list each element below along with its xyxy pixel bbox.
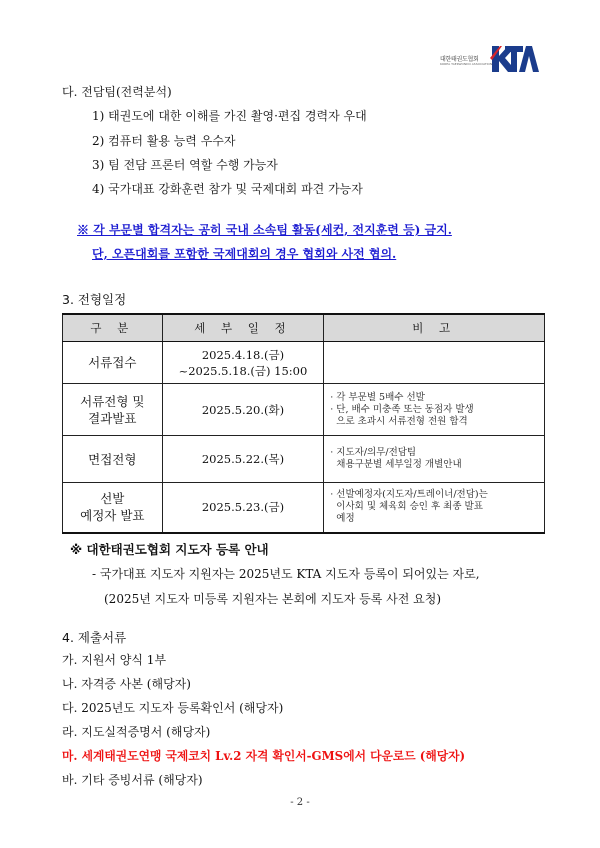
kta-mark-icon xyxy=(490,42,540,76)
page-number: - 2 - xyxy=(290,797,310,808)
row-label: 서류접수 xyxy=(63,342,163,384)
header-schedule: 세 부 일 정 xyxy=(162,314,324,342)
registration-line-1: - 국가대표 지도자 지원자는 2025년도 KTA 지도자 등록이 되어있는 자로, xyxy=(92,567,480,581)
row-date: 2025.5.23.(금) xyxy=(162,483,324,533)
row-note: · 지도자/의무/전담팀 채용구분별 세부일정 개별안내 xyxy=(324,436,545,483)
notice-line-1: ※ 각 부문별 합격자는 공히 국내 소속팀 활동(세컨, 전지훈련 등) 금지. xyxy=(77,223,452,237)
row-label: 선발 예정자 발표 xyxy=(63,483,163,533)
table-row xyxy=(63,483,545,533)
section-c-item-4: 4) 국가대표 강화훈련 참가 및 국제대회 파견 가능자 xyxy=(92,182,363,196)
document-item: 다. 2025년도 지도자 등록확인서 (해당자) xyxy=(62,701,284,715)
row-date: 2025.4.18.(금) ~2025.5.18.(금) 15:00 xyxy=(162,342,324,384)
document-item: 바. 기타 증빙서류 (해당자) xyxy=(62,773,203,787)
document-item-highlight: 마. 세계태권도연맹 국제코치 Lv.2 자격 확인서-GMS에서 다운로드 (해당자) xyxy=(62,749,466,763)
document-item: 나. 자격증 사본 (해당자) xyxy=(62,677,191,691)
table-row xyxy=(63,384,545,436)
row-note: · 선발예정자(지도자/트레이너/전담)는 이사회 및 체육회 승인 후 최종 발표 예정 xyxy=(324,483,545,533)
logo-subtitle: KOREA TAEKWONDO ASSOCIATION xyxy=(440,62,493,66)
schedule-header-row xyxy=(63,314,545,342)
document-item: 가. 지원서 양식 1부 xyxy=(62,653,167,667)
row-date: 2025.5.22.(목) xyxy=(162,436,324,483)
row-label: 면접전형 xyxy=(63,436,163,483)
row-date: 2025.5.20.(화) xyxy=(162,384,324,436)
registration-title: ※ 대한태권도협회 지도자 등록 안내 xyxy=(70,542,269,557)
row-note xyxy=(324,342,545,384)
row-note: · 각 부문별 5배수 선발 · 단, 배수 미충족 또는 동점자 발생 으로 초과시 서류전형 전원 합격 xyxy=(324,384,545,436)
section-c-heading: 다. 전담팀(전력분석) xyxy=(62,85,172,99)
section-c-item-2: 2) 컴퓨터 활용 능력 우수자 xyxy=(92,134,236,148)
section-c-item-1: 1) 태권도에 대한 이해를 가진 촬영·편집 경력자 우대 xyxy=(92,109,367,123)
registration-line-2: (2025년 지도자 미등록 지원자는 본회에 지도자 등록 사전 요청) xyxy=(104,592,442,606)
notice-line-2: 단, 오픈대회를 포함한 국제대회의 경우 협회와 사전 협의. xyxy=(92,247,397,261)
row-label: 서류전형 및 결과발표 xyxy=(63,384,163,436)
header-category: 구 분 xyxy=(63,314,163,342)
table-row xyxy=(63,342,545,384)
document-item: 라. 지도실적증명서 (해당자) xyxy=(62,725,211,739)
kta-logo xyxy=(440,40,540,80)
table-row xyxy=(63,436,545,483)
header-remarks: 비 고 xyxy=(324,314,545,342)
logo-org-name: 대한태권도협회 xyxy=(440,56,479,63)
schedule-title: 3. 전형일정 xyxy=(62,292,127,307)
section-c-item-3: 3) 팀 전담 프론터 역할 수행 가능자 xyxy=(92,158,278,172)
schedule-table xyxy=(62,313,545,534)
documents-title: 4. 제출서류 xyxy=(62,630,127,645)
